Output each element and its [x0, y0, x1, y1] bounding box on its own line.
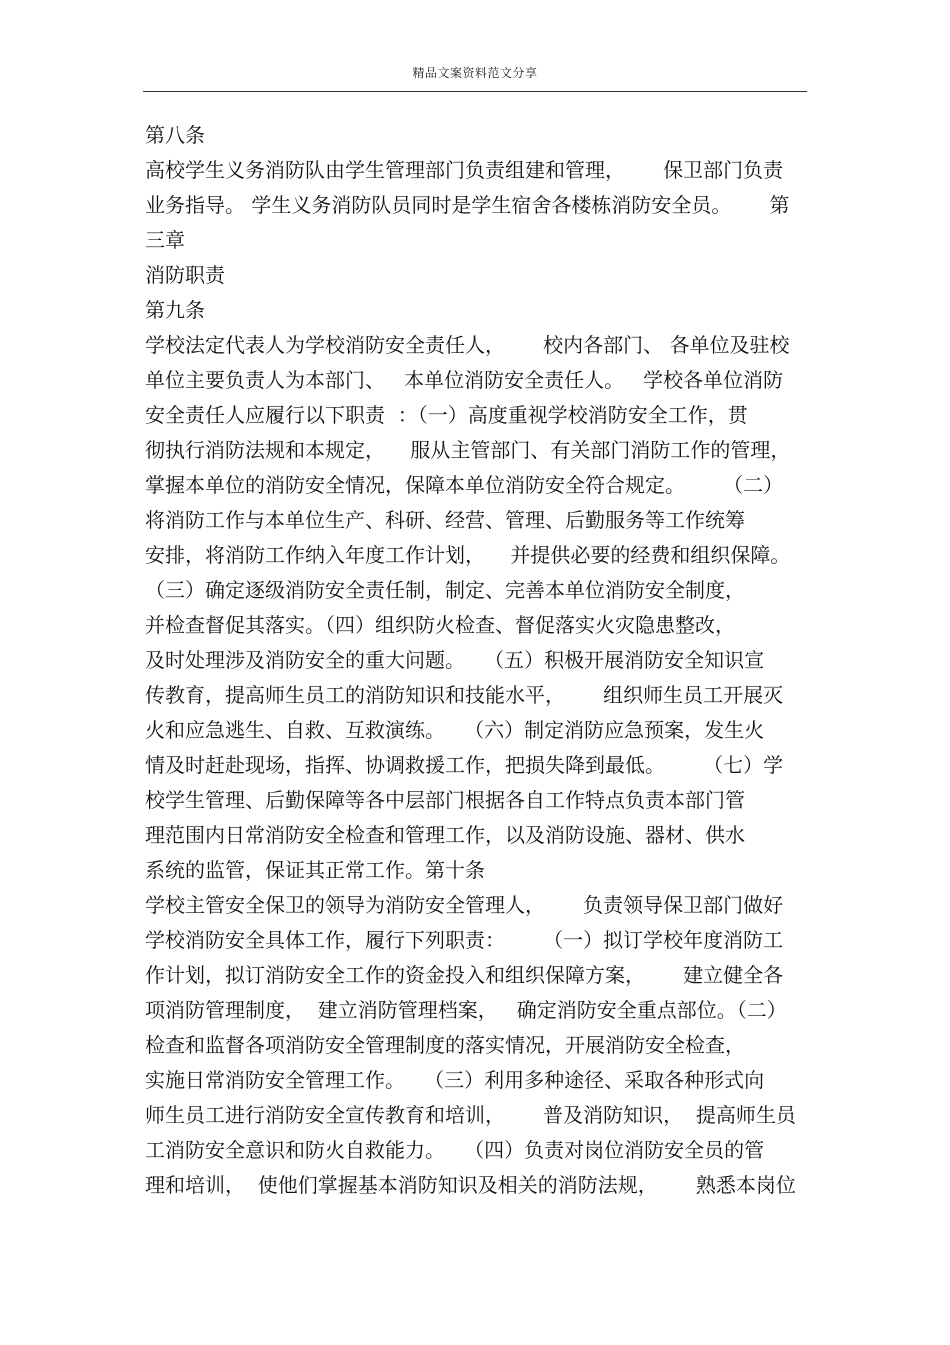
text-line: 火和应急逃生、自救、互救演练。 （六）制定消防应急预案，发生火	[145, 718, 765, 742]
document-body	[145, 118, 809, 1203]
text-line: 校学生管理、后勤保障等各中层部门根据各自工作特点负责本部门管	[145, 788, 745, 812]
text-line: 学校法定代表人为学校消防安全责任人， 校内各部门、 各单位及驻校	[145, 333, 790, 357]
text-line: 师生员工进行消防安全宣传教育和培训， 普及消防知识， 提高师生员	[145, 1103, 796, 1127]
text-line: 业务指导。 学生义务消防队员同时是学生宿舍各楼栋消防安全员。 第	[145, 193, 790, 217]
text-line: 高校学生义务消防队由学生管理部门负责组建和管理， 保卫部门负责	[145, 158, 784, 182]
text-line: 单位主要负责人为本部门、 本单位消防安全责任人。 学校各单位消防	[145, 368, 784, 392]
text-line: 作计划，拟订消防安全工作的资金投入和组织保障方案， 建立健全各	[145, 963, 784, 987]
header-rule	[143, 91, 807, 92]
text-line: 及时处理涉及消防安全的重大问题。 （五）积极开展消防安全知识宣	[145, 648, 765, 672]
text-line: 将消防工作与本单位生产、科研、经营、管理、后勤服务等工作统筹	[145, 508, 745, 532]
page-header: 精品文案资料范文分享	[412, 66, 538, 80]
text-line: 学校消防安全具体工作，履行下列职责： （一）拟订学校年度消防工	[145, 928, 784, 952]
text-line: 彻执行消防法规和本规定， 服从主管部门、有关部门消防工作的管理，	[145, 438, 791, 462]
text-line: 系统的监管，保证其正常工作。第十条	[145, 858, 485, 882]
text-line: （三）确定逐级消防安全责任制，制定、完善本单位消防安全制度，	[145, 578, 745, 602]
text-line: 安排，将消防工作纳入年度工作计划， 并提供必要的经费和组织保障。	[145, 543, 791, 567]
text-line: 安全责任人应履行以下职责 ：（一）高度重视学校消防安全工作，贯	[145, 403, 748, 427]
text-line: 实施日常消防安全管理工作。 （三）利用多种途径、采取各种形式向	[145, 1068, 765, 1092]
text-line: 理范围内日常消防安全检查和管理工作，以及消防设施、器材、供水	[145, 823, 745, 847]
text-line: 第八条	[145, 123, 205, 147]
text-line: 掌握本单位的消防安全情况，保障本单位消防安全符合规定。 （二）	[145, 473, 784, 497]
text-line: 情及时赶赴现场，指挥、协调救援工作，把损失降到最低。 （七）学	[145, 753, 784, 777]
text-line: 第九条	[145, 298, 205, 322]
text-line: 传教育，提高师生员工的消防知识和技能水平， 组织师生员工开展灭	[145, 683, 784, 707]
text-line: 检查和监督各项消防安全管理制度的落实情况，开展消防安全检查，	[145, 1033, 745, 1057]
text-line: 项消防管理制度， 建立消防管理档案， 确定消防安全重点部位。（二）	[145, 998, 787, 1022]
text-line: 工消防安全意识和防火自救能力。 （四）负责对岗位消防安全员的管	[145, 1138, 765, 1162]
text-line: 消防职责	[145, 263, 225, 287]
text-line: 学校主管安全保卫的领导为消防安全管理人， 负责领导保卫部门做好	[145, 893, 784, 917]
text-line: 理和培训， 使他们掌握基本消防知识及相关的消防法规， 熟悉本岗位	[145, 1173, 796, 1197]
text-line: 并检查督促其落实。（四）组织防火检查、督促落实火灾隐患整改，	[145, 613, 735, 637]
text-line: 三章	[145, 228, 185, 252]
